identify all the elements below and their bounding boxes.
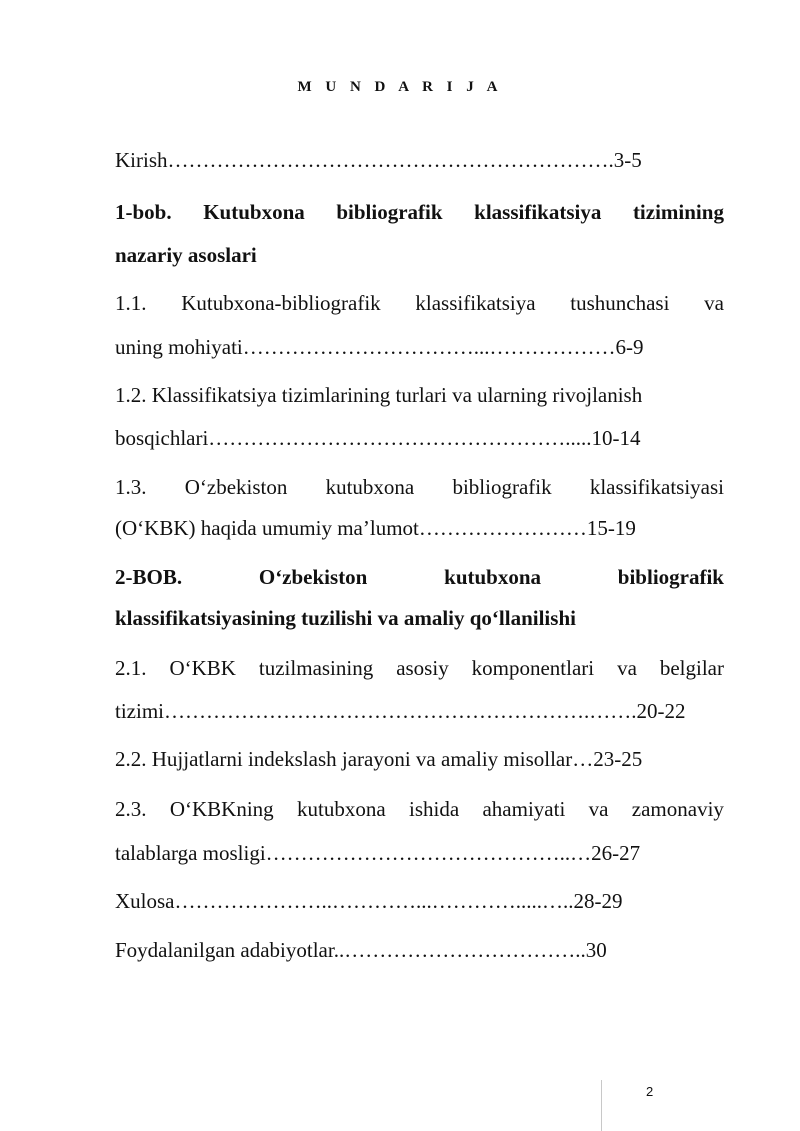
toc-word: Kutubxona-bibliografik bbox=[181, 291, 381, 315]
toc-word: klassifikatsiya bbox=[415, 291, 536, 315]
toc-word: va bbox=[588, 797, 609, 821]
toc-references: Foydalanilgan adabiyotlar..……………………………..30 bbox=[115, 938, 607, 962]
toc-word: bibliografik bbox=[452, 475, 552, 499]
toc-word: klassifikatsiyasi bbox=[589, 475, 724, 499]
toc-word: belgilar bbox=[659, 656, 724, 680]
toc-word: 2.1. bbox=[115, 656, 147, 680]
toc-word: tushunchasi bbox=[570, 291, 670, 315]
toc-word: 1-bob. bbox=[115, 200, 172, 224]
toc-word: kutubxona bbox=[444, 565, 542, 589]
footer-divider bbox=[601, 1080, 602, 1131]
toc-section-1-3-line1 bbox=[115, 473, 724, 501]
toc-word: ishida bbox=[408, 797, 460, 821]
toc-word: klassifikatsiya bbox=[474, 200, 602, 224]
toc-word: O‘zbekiston bbox=[184, 475, 288, 499]
toc-word: va bbox=[704, 291, 724, 315]
toc-section-1-2-line1: 1.2. Klassifikatsiya tizimlarining turlari va ularning rivojlanish bbox=[115, 383, 643, 407]
toc-section-1-2-line2: bosqichlari…………………………………………….....10-14 bbox=[115, 426, 641, 450]
toc-word: O‘KBK bbox=[169, 656, 236, 680]
toc-chapter2-line2: klassifikatsiyasining tuzilishi va amaliy qo‘llanilishi bbox=[115, 606, 576, 630]
toc-word: Kutubxona bbox=[203, 200, 305, 224]
toc-word: tuzilmasining bbox=[258, 656, 374, 680]
toc-word: zamonaviy bbox=[631, 797, 724, 821]
page-number: 2 bbox=[646, 1084, 654, 1099]
toc-word: bibliografik bbox=[336, 200, 443, 224]
toc-section-1-3-line2: (O‘KBK) haqida umumiy ma’lumot……………………15-19 bbox=[115, 516, 636, 540]
toc-chapter2-line1 bbox=[115, 563, 724, 591]
toc-word: ahamiyati bbox=[482, 797, 566, 821]
toc-section-2-3-line1 bbox=[115, 795, 724, 823]
toc-word: 1.1. bbox=[115, 291, 147, 315]
toc-word: O‘zbekiston bbox=[258, 565, 368, 589]
toc-word: O‘KBKning bbox=[169, 797, 274, 821]
toc-word: 2-BOB. bbox=[115, 565, 183, 589]
toc-section-2-1-line2: tizimi…………………………………………………….…….20-22 bbox=[115, 699, 686, 723]
page-title: M U N D A R I J A bbox=[297, 79, 503, 95]
toc-section-1-1-line1 bbox=[115, 289, 724, 317]
toc-word: va bbox=[617, 656, 637, 680]
toc-section-2-1-line1 bbox=[115, 654, 724, 682]
toc-word: kutubxona bbox=[297, 797, 386, 821]
toc-word: tizimining bbox=[632, 200, 724, 224]
toc-word: 1.3. bbox=[115, 475, 147, 499]
toc-section-2-2: 2.2. Hujjatlarni indekslash jarayoni va amaliy misollar…23-25 bbox=[115, 747, 643, 771]
toc-section-2-3-line2: talablarga mosligi……………………………………..…26-27 bbox=[115, 841, 641, 865]
toc-word: komponentlari bbox=[471, 656, 595, 680]
toc-chapter1-line2: nazariy asoslari bbox=[115, 243, 257, 267]
toc-section-1-1-line2: uning mohiyati……………………………...………………6-9 bbox=[115, 335, 644, 359]
toc-word: kutubxona bbox=[325, 475, 415, 499]
toc-word: 2.3. bbox=[115, 797, 147, 821]
toc-intro: Kirish……………………………………………………….3-5 bbox=[115, 148, 642, 172]
toc-conclusion: Xulosa…………………..…………...………….....…..28-29 bbox=[115, 889, 623, 913]
toc-chapter1-line1 bbox=[115, 198, 724, 226]
toc-word: bibliografik bbox=[617, 565, 724, 589]
toc-word: asosiy bbox=[396, 656, 449, 680]
